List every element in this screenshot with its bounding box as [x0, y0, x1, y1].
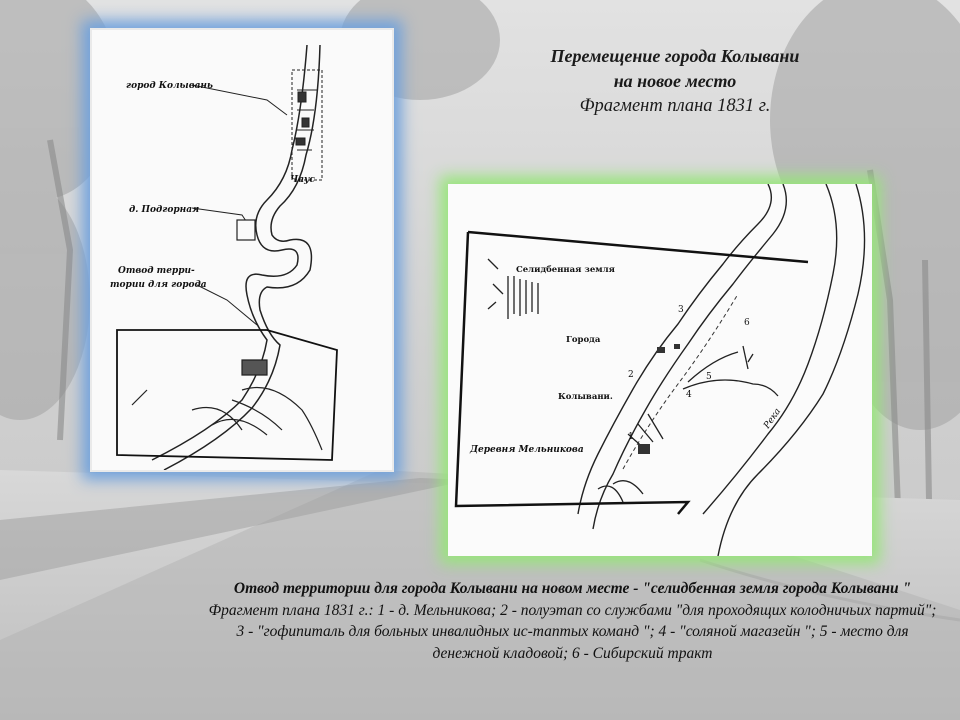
slide-title: [500, 44, 850, 119]
label-chaus: Чаус: [290, 175, 315, 185]
map-detail-image: [448, 184, 872, 556]
title-line-2: на новое место: [613, 71, 737, 91]
label-kolyvani: Колывани.: [558, 392, 613, 402]
label-num-6: 6: [744, 318, 750, 328]
label-num-2: 2: [628, 370, 634, 380]
label-goroda: Города: [566, 335, 601, 345]
slide-caption: [205, 578, 940, 664]
label-num-4: 4: [686, 390, 692, 400]
title-line-3: Фрагмент плана 1831 г.: [579, 96, 771, 116]
title-line-1: Перемещение города Колывани: [550, 46, 800, 66]
caption-text: Фрагмент плана 1831 г.: 1 - д. Мельникова; 2 - полуэтап со службами "для проходящих колодничьих партий"; 3 - "гофипиталь для больных инвалидных ис-таптых команд "; 4 - "соляной магазейн "; 5 - место для денежной кладовой; 6 - Сибирский тракт: [208, 601, 937, 662]
label-selidbennaya: Селидбенная земля: [516, 265, 615, 275]
map-overview-image: [90, 28, 394, 472]
label-otvod-2: тории для города: [110, 280, 207, 290]
label-derevnya: Деревня Мельникова: [470, 445, 584, 455]
label-town: город Колывань: [126, 81, 213, 91]
caption-bold: Отвод территории для города Колывани на новом месте - "селидбенная земля города Колывани ": [233, 580, 912, 597]
label-num-5: 5: [706, 372, 712, 382]
label-num-1: 1: [628, 432, 634, 442]
label-podgornaya: д. Подгорная: [129, 205, 200, 215]
label-otvod-1: Отвод терри-: [118, 266, 195, 276]
label-num-3: 3: [678, 305, 684, 315]
map-detail-drawing: [448, 184, 872, 556]
label-reka: Река: [762, 406, 784, 431]
map-overview-drawing: [92, 30, 392, 470]
